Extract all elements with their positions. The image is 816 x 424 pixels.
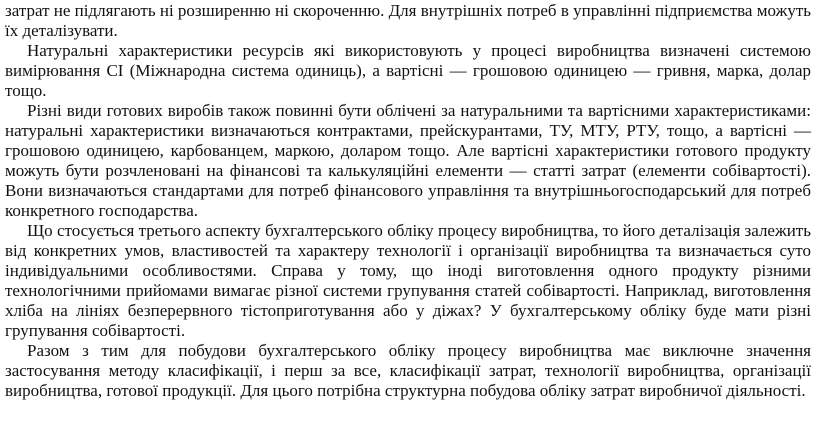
paragraph-3: Різні види готових виробів також повинні бути облічені за натуральними та вартісними характеристиками: натуральні характеристики визначаються контрактами, прейскурантами, ТУ, МТУ, РТУ, тощо, а вартісні — грошовою одиницею, карбованцем, маркою, доларом тощо. Але вартісні характеристики готового продукту можуть бути розчленовані на фінансові та калькуляційні елементи — статті затрат (елементи собівартості). Вони визначаються стандартами для потреб фінансового управління та внутрішньогосподарський для потреб конкретного господарства.: [5, 101, 811, 220]
paragraph-1: затрат не підлягають ні розширенню ні скороченню. Для внутрішніх потреб в управлінні підприємства можуть їх деталізувати.: [5, 1, 811, 40]
paragraph-5: Разом з тим для побудови бухгалтерського обліку процесу виробництва має виключне значення застосування методу класифікації, і перш за все, класифікації затрат, технології виробництва, організації виробництва, готової продукції. Для цього потрібна структурна побудова обліку затрат виробничої діяльності.: [5, 341, 811, 400]
paragraph-4: Що стосується третього аспекту бухгалтерського обліку процесу виробництва, то його деталізація залежить від конкретних умов, властивостей та характеру технології і організації виробництва та визначається суто індивідуальними особливостями. Справа у тому, що іноді виготовлення одного продукту різними технологічними прийомами вимагає різної системи групування статей собівартості. Наприклад, виготовлення хліба на лініях безперервного тістоприготування або у діжах? У бухгалтерському обліку буде мати різні групування собівартості.: [5, 221, 811, 340]
paragraph-2: Натуральні характеристики ресурсів які використовують у процесі виробництва визначені системою вимірювання СІ (Міжнародна система одиниць), а вартісні — грошовою одиницею — гривня, марка, долар тощо.: [5, 41, 811, 100]
